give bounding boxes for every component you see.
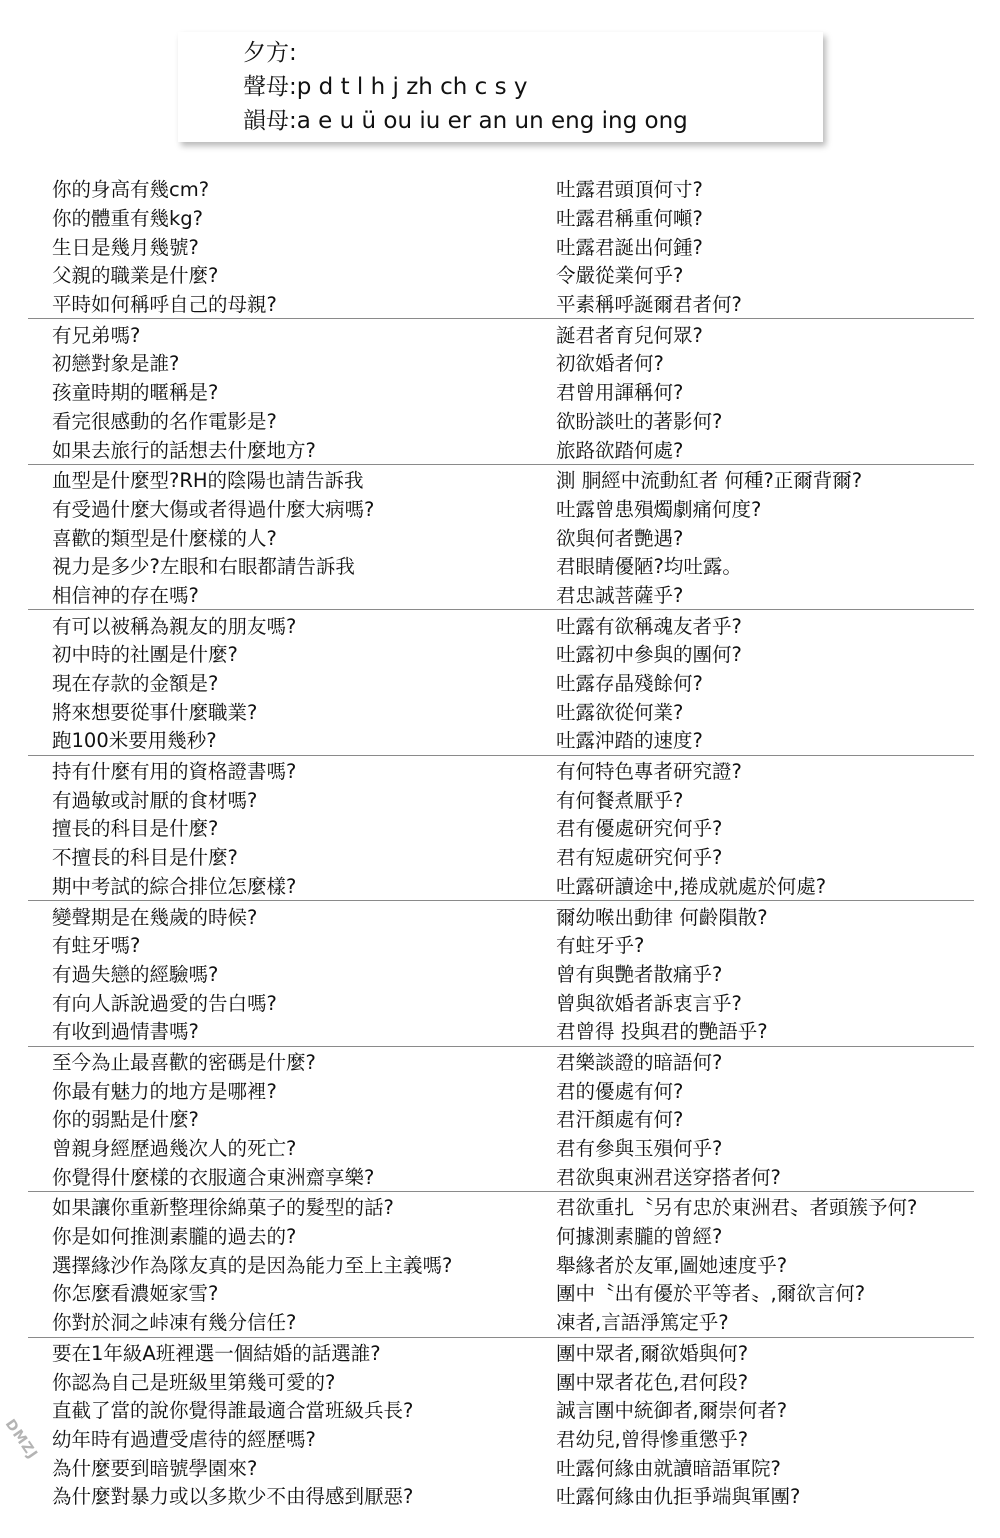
question-text: 有過敏或討厭的食材嗎? <box>52 788 258 812</box>
question-text: 直截了當的說你覺得誰最適合當班級兵長? <box>52 1399 414 1423</box>
question-text: 你對於洞之峠凍有幾分信任? <box>52 1311 297 1335</box>
answer-text: 君曾用諢稱何? <box>556 381 684 405</box>
qa-row <box>28 930 974 959</box>
answer-text: 吐露沖踏的速度? <box>556 729 703 753</box>
answer-text: 曾與欲婚者訴衷言乎? <box>556 991 742 1015</box>
qa-group <box>28 901 974 1046</box>
qa-row <box>28 639 974 668</box>
answer-text: 吐露初中參與的團何? <box>556 643 742 667</box>
question-text: 期中考試的綜合排位怎麼樣? <box>52 874 297 898</box>
answer-text: 吐露君誕出何鍾? <box>556 235 703 259</box>
answer-text: 有何特色專者研究證? <box>556 760 742 784</box>
answer-text: 團中〝出有優於平等者〟,爾欲言何? <box>556 1282 866 1306</box>
answer-text: 君欲與東洲君送穿搭者何? <box>556 1165 781 1189</box>
question-text: 孩童時期的暱稱是? <box>52 381 219 405</box>
question-text: 你認為自己是班級里第幾可愛的? <box>52 1370 336 1394</box>
qa-row <box>28 319 974 348</box>
question-text: 如果讓你重新整理徐綿菓子的髮型的話? <box>52 1196 394 1220</box>
qa-row <box>28 959 974 988</box>
answer-text: 君有參與玉殞何乎? <box>556 1137 723 1161</box>
header-finals: 韻母:a e u ü ou iu er an un eng ing ong <box>243 108 688 134</box>
qa-group <box>28 610 974 755</box>
question-text: 初中時的社團是什麼? <box>52 643 238 667</box>
question-text: 你是如何推測素朧的過去的? <box>52 1225 297 1249</box>
qa-row <box>28 1424 974 1453</box>
answer-text: 平素稱呼誕爾君者何? <box>556 293 742 317</box>
qa-row <box>28 610 974 639</box>
answer-text: 君曾得 投與君的艷語乎? <box>556 1020 768 1044</box>
qa-row <box>28 348 974 377</box>
question-text: 你的弱點是什麼? <box>52 1108 199 1132</box>
qa-row <box>28 1395 974 1424</box>
answer-text: 君的優處有何? <box>556 1079 684 1103</box>
answer-text: 吐露曾患殞燭劇痛何度? <box>556 497 762 521</box>
answer-text: 初欲婚者何? <box>556 352 664 376</box>
qa-row <box>28 1047 974 1076</box>
qa-row <box>28 901 974 930</box>
question-text: 曾親身經歷過幾次人的死亡? <box>52 1137 297 1161</box>
qa-row <box>28 784 974 813</box>
qa-group <box>28 1338 974 1511</box>
qa-group <box>28 465 974 610</box>
qa-row <box>28 1104 974 1133</box>
qa-row <box>28 987 974 1016</box>
answer-text: 吐露研讀途中,捲成就處於何處? <box>556 874 827 898</box>
qa-row <box>28 1307 974 1336</box>
answer-text: 曾有與艷者散痛乎? <box>556 962 723 986</box>
answer-text: 君眼睛優陋?均吐露。 <box>556 555 742 579</box>
watermark-text: DMZJ <box>1 1416 41 1463</box>
question-text: 生日是幾月幾號? <box>52 235 199 259</box>
answer-text: 君有短處研究何乎? <box>556 846 723 870</box>
qa-row <box>28 522 974 551</box>
qa-row <box>28 842 974 871</box>
question-text: 平時如何稱呼自己的母親? <box>52 293 277 317</box>
question-text: 視力是多少?左眼和右眼都請告訴我 <box>52 555 355 579</box>
answer-text: 吐露君頭頂何寸? <box>556 178 703 202</box>
qa-row <box>28 1249 974 1278</box>
question-text: 將來想要從事什麼職業? <box>52 700 258 724</box>
answer-text: 吐露存晶殘餘何? <box>556 672 703 696</box>
question-text: 你覺得什麼樣的衣服適合東洲齋享樂? <box>52 1165 375 1189</box>
question-text: 相信神的存在嗎? <box>52 583 199 607</box>
answer-text: 欲盼談吐的著影何? <box>556 409 723 433</box>
question-text: 幼年時有過遭受虐待的經歷嗎? <box>52 1427 316 1451</box>
answer-text: 君欲重扎〝另有忠於東洲君〟者頭簇予何? <box>556 1196 918 1220</box>
qa-row <box>28 174 974 203</box>
question-text: 有可以被稱為親友的朋友嗎? <box>52 614 297 638</box>
answer-text: 欲與何者艷遇? <box>556 526 684 550</box>
qa-table <box>28 174 974 1511</box>
answer-text: 測 胴經中流動紅者 何種?正爾背爾? <box>556 469 863 493</box>
question-text: 擅長的科目是什麼? <box>52 817 219 841</box>
question-text: 看完很感動的名作電影是? <box>52 409 277 433</box>
answer-text: 團中眾者,爾欲婚與何? <box>556 1341 749 1365</box>
answer-text: 君幼兒,曾得慘重懲乎? <box>556 1427 749 1451</box>
answer-text: 吐露有欲稱魂友者乎? <box>556 614 742 638</box>
question-text: 初戀對象是誰? <box>52 352 180 376</box>
qa-group <box>28 756 974 901</box>
answer-text: 君樂談證的暗語何? <box>556 1050 723 1074</box>
answer-text: 凍者,言語淨篤定乎? <box>556 1311 729 1335</box>
qa-row <box>28 725 974 754</box>
qa-row <box>28 1192 974 1221</box>
qa-row <box>28 1075 974 1104</box>
qa-row <box>28 1366 974 1395</box>
question-text: 至今為止最喜歡的密碼是什麼? <box>52 1050 316 1074</box>
question-text: 為什麼對暴力或以多欺少不由得感到厭惡? <box>52 1485 414 1509</box>
question-text: 有收到過情書嗎? <box>52 1020 199 1044</box>
qa-group <box>28 174 974 319</box>
question-text: 父親的職業是什麼? <box>52 264 219 288</box>
answer-text: 誕君者育兒何眾? <box>556 323 703 347</box>
answer-text: 爾幼喉出動律 何齡隕散? <box>556 905 768 929</box>
question-text: 有蛀牙嗎? <box>52 934 141 958</box>
header-initials: 聲母:p d t l h j zh ch c s y <box>243 74 528 100</box>
question-text: 你的體重有幾kg? <box>52 207 204 231</box>
question-text: 喜歡的類型是什麼樣的人? <box>52 526 277 550</box>
qa-row <box>28 1481 974 1510</box>
qa-row <box>28 1016 974 1045</box>
question-text: 你怎麼看濃姬家雪? <box>52 1282 219 1306</box>
answer-text: 吐露君稱重何噸? <box>556 207 703 231</box>
question-text: 有兄弟嗎? <box>52 323 141 347</box>
answer-text: 團中眾者花色,君何段? <box>556 1370 749 1394</box>
answer-text: 君有優處研究何乎? <box>556 817 723 841</box>
question-text: 你最有魅力的地方是哪裡? <box>52 1079 277 1103</box>
qa-row <box>28 1161 974 1190</box>
answer-text: 何據測素朧的曾經? <box>556 1225 723 1249</box>
qa-row <box>28 289 974 318</box>
header-box <box>178 32 823 142</box>
question-text: 血型是什麼型?RH的陰陽也請告訴我 <box>52 469 364 493</box>
question-text: 有受過什麼大傷或者得過什麼大病嗎? <box>52 497 375 521</box>
qa-row <box>28 1338 974 1367</box>
qa-row <box>28 260 974 289</box>
qa-group <box>28 1192 974 1337</box>
question-text: 現在存款的金額是? <box>52 672 219 696</box>
qa-group <box>28 1047 974 1192</box>
qa-row <box>28 1221 974 1250</box>
question-text: 不擅長的科目是什麼? <box>52 846 238 870</box>
qa-row <box>28 465 974 494</box>
qa-row <box>28 668 974 697</box>
qa-row <box>28 1133 974 1162</box>
question-text: 持有什麼有用的資格證書嗎? <box>52 760 297 784</box>
question-text: 如果去旅行的話想去什麼地方? <box>52 438 316 462</box>
question-text: 有過失戀的經驗嗎? <box>52 962 219 986</box>
question-text: 有向人訴說過愛的告白嗎? <box>52 991 277 1015</box>
qa-row <box>28 696 974 725</box>
answer-text: 君汗顏處有何? <box>556 1108 684 1132</box>
question-text: 跑100米要用幾秒? <box>52 729 217 753</box>
qa-row <box>28 756 974 785</box>
qa-row <box>28 1278 974 1307</box>
answer-text: 有蛀牙乎? <box>556 934 645 958</box>
answer-text: 吐露欲從何業? <box>556 700 684 724</box>
answer-text: 舉緣者於友軍,圖她速度乎? <box>556 1253 788 1277</box>
answer-text: 吐露何緣由就讀暗語軍院? <box>556 1456 781 1480</box>
qa-group <box>28 319 974 464</box>
qa-row <box>28 494 974 523</box>
qa-row <box>28 551 974 580</box>
qa-row <box>28 406 974 435</box>
answer-text: 旅路欲踏何處? <box>556 438 684 462</box>
answer-text: 吐露何緣由仇拒爭端與軍團? <box>556 1485 801 1509</box>
qa-row <box>28 580 974 609</box>
qa-row <box>28 1452 974 1481</box>
answer-text: 君忠誠菩薩乎? <box>556 583 684 607</box>
question-text: 要在1年級A班裡選一個結婚的話選誰? <box>52 1341 381 1365</box>
qa-row <box>28 871 974 900</box>
header-title: 夕方: <box>243 40 297 66</box>
question-text: 為什麼要到暗號學園來? <box>52 1456 258 1480</box>
qa-row <box>28 203 974 232</box>
question-text: 選擇緣沙作為隊友真的是因為能力至上主義嗎? <box>52 1253 453 1277</box>
qa-row <box>28 434 974 463</box>
qa-row <box>28 377 974 406</box>
qa-row <box>28 813 974 842</box>
qa-row <box>28 231 974 260</box>
question-text: 變聲期是在幾歲的時候? <box>52 905 258 929</box>
answer-text: 令嚴從業何乎? <box>556 264 684 288</box>
answer-text: 誠言團中統御者,爾崇何者? <box>556 1399 788 1423</box>
answer-text: 有何餐煮厭乎? <box>556 788 684 812</box>
question-text: 你的身高有幾cm? <box>52 178 210 202</box>
